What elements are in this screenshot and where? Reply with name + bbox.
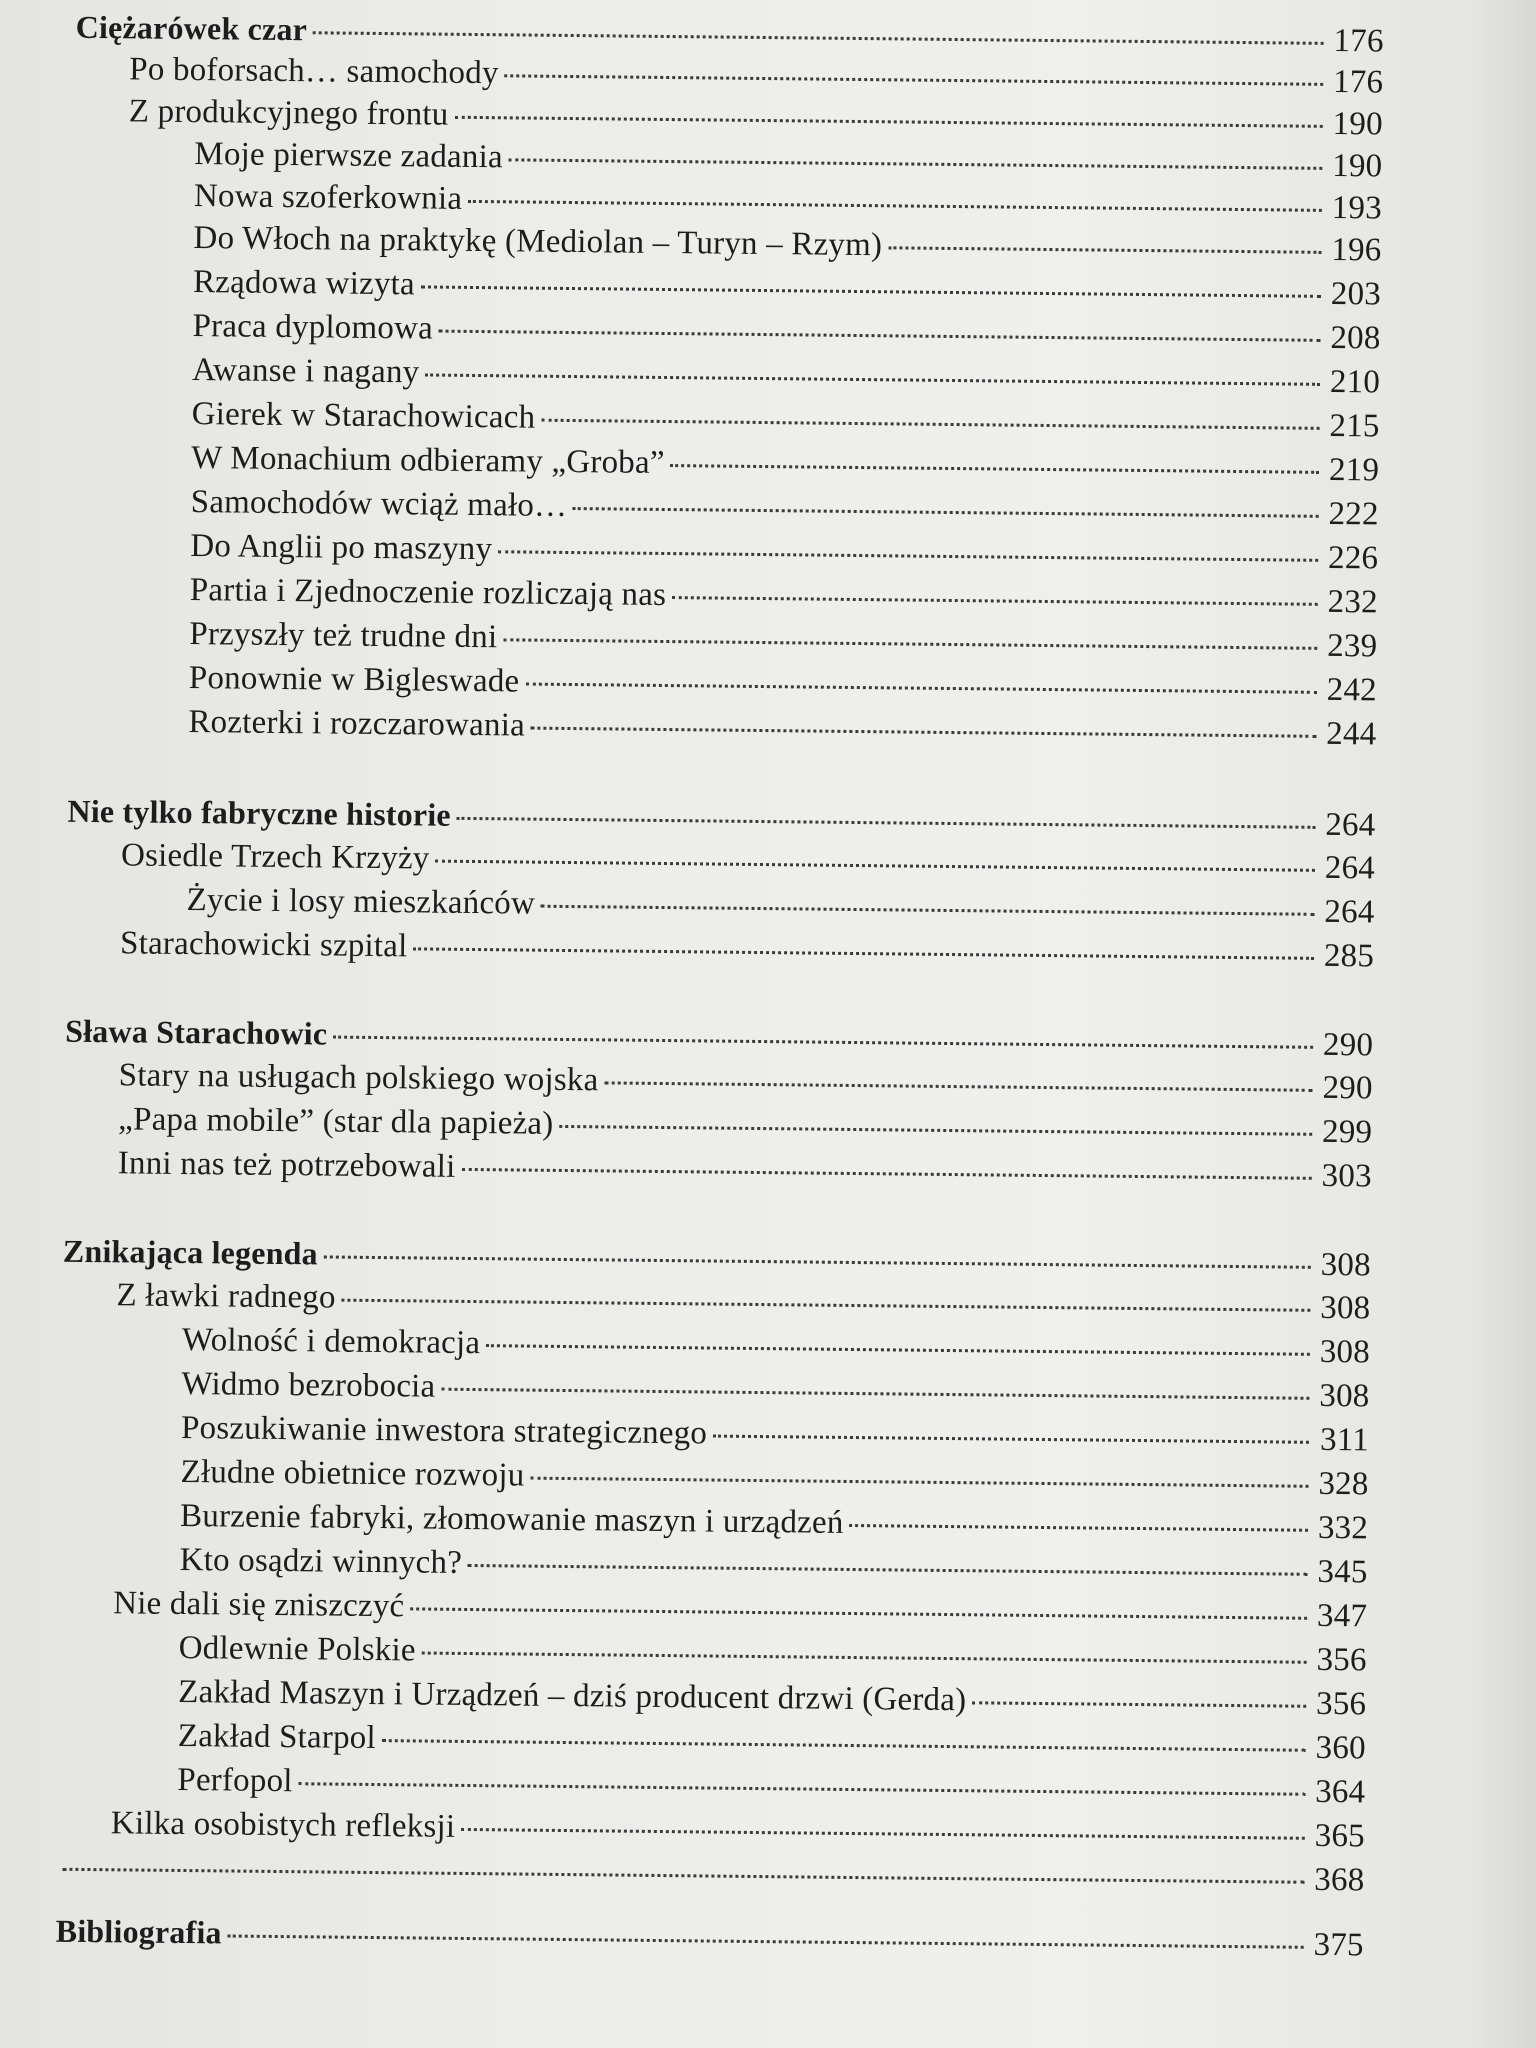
toc-entry-row (0, 1100, 1524, 1153)
page-number: 356 (1315, 1685, 1367, 1723)
entry-title: Po boforsach… samochody (129, 51, 499, 92)
page-number: 226 (1327, 539, 1379, 577)
toc-entry-row (0, 702, 1529, 755)
entry-title: Kto osądzi winnych? (179, 1541, 463, 1581)
entry-title: Poszukiwanie inwestora strategicznego (180, 1409, 708, 1452)
dot-leader (672, 596, 1318, 606)
toc-entry-row (0, 1628, 1519, 1681)
page-number: 308 (1320, 1289, 1371, 1327)
dot-leader (509, 158, 1323, 170)
dot-leader (382, 1739, 1306, 1752)
toc-entry-row (0, 1452, 1521, 1505)
page-number: 308 (1320, 1246, 1372, 1284)
dot-leader (530, 1477, 1308, 1488)
dot-leader (313, 31, 1324, 45)
toc-entry-row (0, 526, 1530, 579)
page-number: 264 (1324, 849, 1376, 887)
entry-title: Z produkcyjnego frontu (128, 93, 449, 133)
dot-leader (425, 373, 1320, 385)
page-number: 244 (1326, 715, 1377, 753)
toc-entry-row (0, 1408, 1521, 1461)
page-number: 299 (1321, 1113, 1373, 1151)
toc-entry-row (0, 880, 1527, 933)
chapter-title: Nie tylko fabryczne historie (67, 792, 451, 833)
dot-leader (422, 1652, 1307, 1664)
page-number: 368 (1314, 1861, 1365, 1899)
page-number: 364 (1315, 1773, 1366, 1811)
entry-title: Burzenie fabryki, złomowanie maszyn i urządzeń (179, 1497, 844, 1541)
entry-title: Nowa szoferkownia (193, 178, 463, 217)
toc-entry-row (0, 614, 1529, 667)
entry-title: Złudne obietnice rozwoju (180, 1453, 525, 1494)
dot-leader (498, 550, 1318, 562)
toc-entry-row (0, 438, 1531, 491)
toc-entry-row (0, 1672, 1518, 1725)
entry-title: Samochodów wciąż mało… (190, 484, 568, 524)
entry-title: Rozterki i rozczarowania (188, 704, 526, 744)
page-number: 285 (1323, 937, 1375, 975)
page-number: 176 (1333, 22, 1384, 60)
entry-title: Inni nas też potrzebowali (117, 1145, 456, 1185)
entry-title: Stary na usługach polskiego wojska (118, 1057, 599, 1099)
page-number: 232 (1327, 583, 1378, 621)
dot-leader (461, 1168, 1311, 1180)
toc-entry-row (0, 1804, 1517, 1857)
dot-leader (486, 1344, 1310, 1356)
dot-leader (342, 1299, 1311, 1312)
page-number: 328 (1318, 1465, 1369, 1503)
dot-leader (468, 200, 1322, 212)
dot-leader (228, 1934, 1304, 1948)
dot-leader (421, 285, 1321, 297)
page-number: 239 (1327, 627, 1378, 665)
dot-leader (410, 1607, 1307, 1619)
dot-leader (505, 74, 1324, 86)
toc-entry-row (0, 1496, 1520, 1549)
dot-leader (531, 727, 1317, 738)
dot-leader (62, 1868, 1304, 1884)
entry-title: Do Włoch na praktykę (Mediolan – Turyn – Rzym) (193, 220, 883, 264)
entry-title: Zakład Starpol (177, 1717, 377, 1757)
page-number: 215 (1329, 407, 1380, 445)
chapter-title: Ciężarówek czar (75, 8, 308, 48)
dot-leader (441, 1388, 1309, 1400)
toc-chapter-row (0, 1848, 1517, 1901)
entry-title: Wolność i demokracja (181, 1321, 481, 1362)
page-number: 356 (1316, 1641, 1367, 1679)
page-number: 242 (1326, 671, 1378, 709)
page-number: 210 (1329, 363, 1381, 401)
chapter-title: Bibliografia (55, 1912, 222, 1951)
dot-leader (972, 1701, 1306, 1707)
entry-title: Praca dyplomowa (192, 308, 434, 347)
page-number: 332 (1317, 1509, 1369, 1547)
dot-leader (468, 1564, 1308, 1576)
toc-entry-row (0, 482, 1531, 535)
dot-leader (541, 905, 1315, 916)
page-number: 176 (1332, 63, 1384, 101)
page-number: 190 (1332, 147, 1383, 185)
entry-title: Ponownie w Bigleswade (188, 660, 520, 700)
dot-leader (324, 1255, 1311, 1268)
dot-leader (559, 1125, 1312, 1136)
toc-entry-row (0, 836, 1527, 889)
page-number: 345 (1317, 1553, 1368, 1591)
entry-title: Do Anglii po maszyny (190, 528, 493, 568)
toc-entry-row (0, 1364, 1522, 1417)
toc-entry-row (0, 1320, 1522, 1373)
entry-title: Rządowa wizyta (192, 264, 416, 303)
page-number: 222 (1328, 495, 1379, 533)
entry-title: Nie dali się zniszczyć (113, 1585, 405, 1625)
dot-leader (454, 116, 1322, 128)
dot-leader (413, 947, 1314, 959)
toc-entry-row (0, 350, 1532, 403)
entry-title: „Papa mobile” (star dla papieża) (118, 1101, 554, 1142)
toc-entry-row (0, 306, 1533, 359)
dot-leader (525, 683, 1316, 694)
page-number: 303 (1321, 1157, 1372, 1195)
page-number: 208 (1330, 319, 1381, 357)
toc-entry-row (0, 1540, 1520, 1593)
entry-title: W Monachium odbieramy „Groba” (191, 440, 665, 481)
entry-title: Widmo bezrobocia (181, 1365, 436, 1405)
toc-entry-row (0, 924, 1526, 977)
dot-leader (713, 1435, 1309, 1444)
page-number: 264 (1325, 806, 1376, 844)
entry-title: Awanse i nagany (191, 352, 420, 391)
toc-entry-row (0, 1276, 1523, 1329)
dot-leader (573, 507, 1319, 518)
toc-entry-row (0, 1144, 1524, 1197)
page-number: 365 (1314, 1817, 1366, 1855)
dot-leader (439, 330, 1321, 342)
page-number: 360 (1315, 1729, 1366, 1767)
chapter-title: Znikająca legenda (62, 1232, 319, 1272)
toc-chapter-row (0, 1912, 1516, 1966)
dot-leader (541, 419, 1319, 430)
entry-title: Zakład Maszyn i Urządzeń – dziś producent drzwi (Gerda) (178, 1673, 967, 1719)
page-number: 347 (1316, 1597, 1368, 1635)
entry-title: Partia i Zjednoczenie rozliczają nas (189, 572, 667, 614)
entry-title: Moje pierwsze zadania (194, 136, 503, 176)
entry-title: Odlewnie Polskie (178, 1629, 416, 1669)
toc-entry-row (0, 394, 1532, 447)
entry-title: Przyszły też trudne dni (189, 616, 498, 656)
dot-leader (333, 1036, 1313, 1049)
page-number: 193 (1331, 189, 1383, 227)
chapter-title: Sława Starachowic (65, 1012, 328, 1052)
page-number: 308 (1319, 1333, 1371, 1371)
page-number: 264 (1324, 893, 1375, 931)
page-number: 311 (1319, 1421, 1370, 1459)
page-number: 196 (1331, 231, 1382, 269)
toc-entry-row (0, 570, 1530, 623)
page-number: 290 (1322, 1069, 1373, 1107)
toc-entry-row (0, 1716, 1518, 1769)
page-number: 375 (1313, 1926, 1364, 1964)
entry-title: Gierek w Starachowicach (191, 396, 536, 436)
page-number: 219 (1328, 451, 1380, 489)
toc-entry-row (0, 1056, 1525, 1109)
toc-entry-row (0, 262, 1533, 315)
dot-leader (849, 1524, 1308, 1532)
dot-leader (461, 1828, 1305, 1840)
dot-leader (299, 1782, 1306, 1796)
toc-entry-row (0, 658, 1529, 711)
page-number: 190 (1332, 105, 1383, 143)
dot-leader (503, 638, 1317, 650)
dot-leader (435, 860, 1315, 872)
dot-leader (457, 817, 1316, 829)
page-number: 308 (1319, 1377, 1370, 1415)
page-number: 203 (1330, 275, 1382, 313)
entry-title: Z ławki radnego (116, 1277, 336, 1316)
entry-title: Starachowicki szpital (119, 925, 408, 965)
dot-leader (671, 464, 1320, 474)
entry-title: Osiedle Trzech Krzyży (120, 837, 430, 877)
entry-title: Kilka osobistych refleksji (110, 1805, 456, 1845)
dot-leader (604, 1081, 1312, 1091)
dot-leader (888, 246, 1321, 254)
entry-title: Życie i losy mieszkańców (186, 882, 536, 922)
toc-entry-row (0, 1760, 1517, 1813)
toc-entry-row (0, 1584, 1519, 1637)
entry-title: Perfopol (177, 1761, 293, 1800)
page-number: 290 (1322, 1026, 1374, 1064)
